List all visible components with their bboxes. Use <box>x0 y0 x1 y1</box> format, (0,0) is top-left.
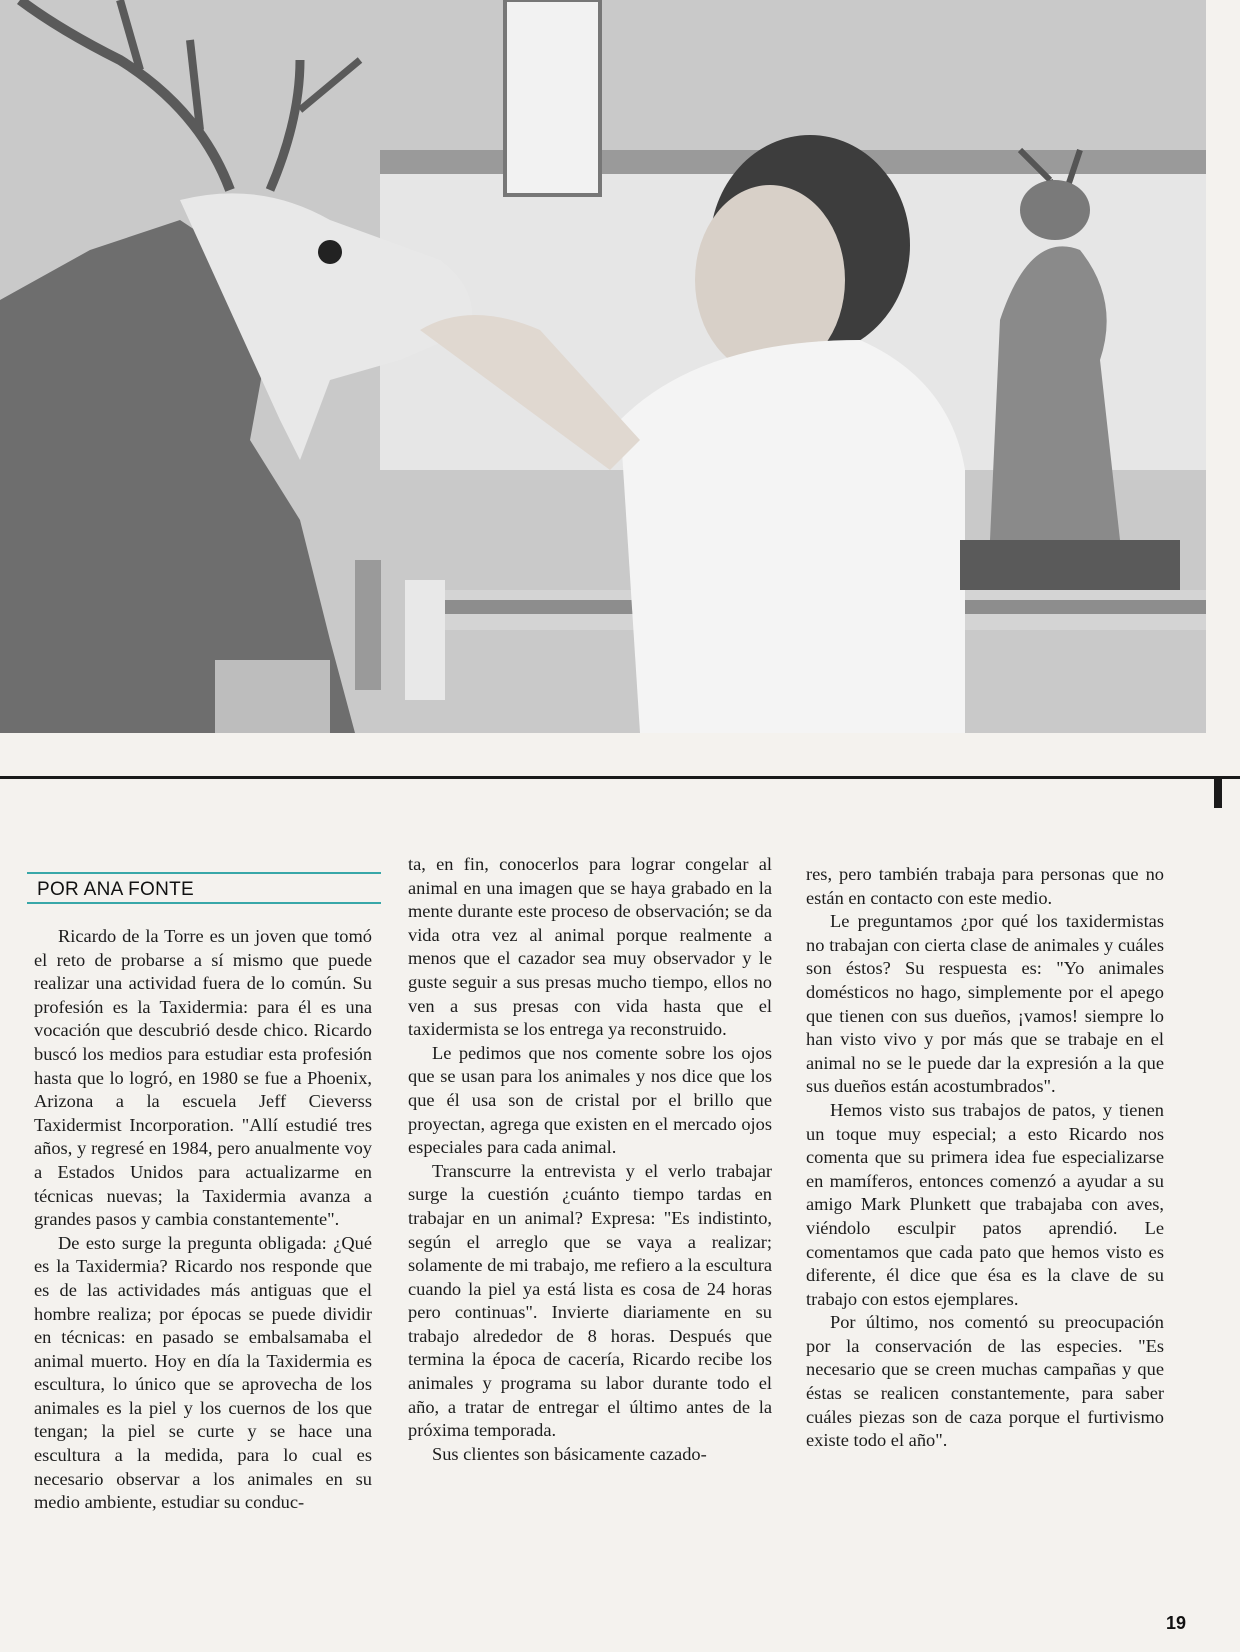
paragraph: Sus clientes son básicamente cazado- <box>432 1443 707 1464</box>
byline-block <box>27 872 381 904</box>
page-number: 19 <box>1166 1613 1187 1633</box>
paragraph: Transcurre la entrevista y el verlo trabajar surge la cuestión ¿cuánto tiempo tardas en trabajar en un animal? Expresa: "Es indistinto, según el arreglo que se vaya a realizar; solamente de mi trabajo, me refiero a la escultura cuando la piel ya está lista es cosa de 24 horas pero continuas". Invierte diariamente en su trabajo alrededor de 8 horas. Después que termina la época de cacería, Ricardo recibe los animales y programa su labor durante todo el año, a tratar de entregar el último antes de la próxima temporada. <box>408 1160 772 1441</box>
paragraph: Ricardo de la Torre es un joven que tomó el reto de probarse a sí mismo que puede realizar una actividad fuera de lo común. Su profesión es la Taxidermia: para él es una vocación que descubrió desde chico. Ricardo buscó los medios para estudiar esta profesión hasta que lo logró, en 1980 se fue a Phoenix, Arizona a la escuela Jeff Cieverss Taxidermist Incorporation. "Allí estudié tres años, y regresé en 1984, pero anualmente voy a Estados Unidos para actualizarme en técnicas nuevas; la Taxidermia avanza a grandes pasos y cambia constantemente". <box>34 926 372 1230</box>
article-photo <box>0 0 1206 733</box>
paragraph: res, pero también trabaja para personas que no están en contacto con este medio. <box>806 864 1164 908</box>
article-column-2 <box>408 853 772 1466</box>
photo-illustration <box>0 0 1206 733</box>
paragraph: Le pedimos que nos comente sobre los ojos que se usan para los animales y nos dice que los que él usa son de cristal por el brillo que proyectan, agrega que existen en el mercado ojos especiales para cada animal. <box>408 1042 772 1158</box>
article-column-3 <box>806 863 1164 1453</box>
paragraph: ta, en fin, conocerlos para lograr congelar al animal en una imagen que se haya grabado en la mente durante este proceso de observación; se da vida otra vez al animal porque realmente a menos que el cazador sea muy observador y le guste seguir a sus presas mucho tiempo, ellos no ven a sus presas con vida hasta que el taxidermista se los entrega ya reconstruido. <box>408 854 772 1040</box>
paragraph: Le preguntamos ¿por qué los taxidermistas no trabajan con cierta clase de animales y cuáles son éstos? Su respuesta es: "Yo animales domésticos no hago, simplemente por el apego que tienen con sus dueños, ¡vamos! siempre lo han visto vivo y por más que se trabaje en el animal no se le puede dar la expresión a la que sus dueños están acostumbrados". <box>806 911 1164 1097</box>
section-rule <box>0 776 1240 779</box>
paragraph: Por último, nos comentó su preocupación por la conservación de las especies. "Es necesario que se creen muchas campañas y que éstas se realicen constantemente, para saber cuáles piezas son de caza porque el furtivismo existe todo el año". <box>806 1312 1164 1451</box>
byline: POR ANA FONTE <box>37 879 194 900</box>
article-column-1 <box>34 925 372 1515</box>
byline-bottom-line <box>27 902 381 904</box>
paragraph: Hemos visto sus trabajos de patos, y tienen un toque muy especial; a esto Ricardo nos comenta que su primera idea fue especializarse en mamíferos, entonces comenzó a ayudar a su amigo Mark Plunkett que trabajaba con aves, viéndolo esculpir patos aprendió. Le comentamos que cada pato que hemos visto es diferente, él dice que ésa es la clave de su trabajo con estos ejemplares. <box>806 1099 1164 1309</box>
section-rule-corner <box>1214 776 1222 808</box>
paragraph: De esto surge la pregunta obligada: ¿Qué es la Taxidermia? Ricardo nos responde que es de las actividades más antiguas que el hombre realiza; por épocas se puede dividir en técnicas: en pasado se embalsamaba el animal muerto. Hoy en día la Taxidermia es escultura, lo único que se aprovecha de los animales es la piel y los cuernos de los que tengan; la piel se curte y se hace una escultura a la medida, para lo cual es necesario observar a los animales en su medio ambiente, estudiar su conduc- <box>34 1232 372 1513</box>
